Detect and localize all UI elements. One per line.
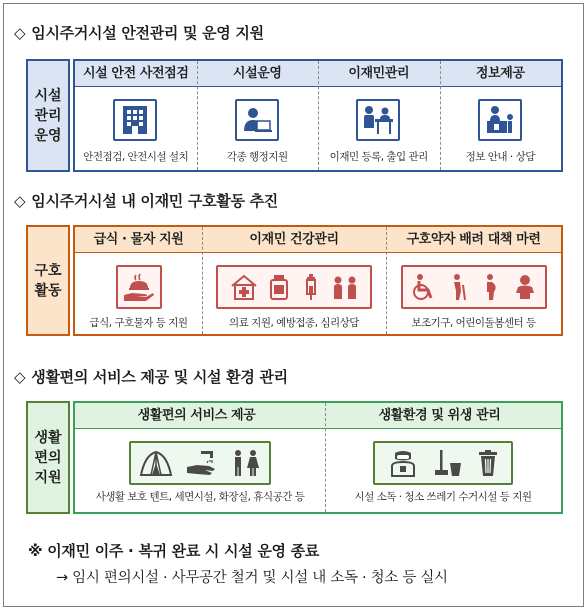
section-2-title: ◇ 임시주거시설 내 이재민 구호활동 추진 bbox=[14, 192, 278, 210]
building-icon bbox=[113, 99, 157, 141]
tent-icon bbox=[139, 449, 173, 477]
syringe-icon bbox=[300, 273, 322, 301]
column-health-care bbox=[202, 255, 386, 334]
column-caption: 사생활 보호 텐트, 세면시설, 화장실, 휴식공간 등 bbox=[95, 491, 305, 503]
section-1-title: ◇ 임시주거시설 안전관리 및 운영 지원 bbox=[14, 24, 264, 42]
section-1-panel bbox=[73, 59, 563, 172]
column-caption: 의료 지원, 예방접종, 심리상담 bbox=[229, 317, 359, 329]
section-3-title: ◇ 생활편의 서비스 제공 및 시설 환경 관리 bbox=[14, 368, 288, 386]
baby-icon bbox=[512, 273, 538, 301]
column-header: 시설운영 bbox=[232, 66, 282, 81]
column-header: 생활환경 및 위생 관리 bbox=[378, 408, 501, 423]
column-meal-supply bbox=[75, 255, 202, 334]
column-header: 급식 · 물자 지원 bbox=[93, 232, 184, 247]
medicine-bottle-icon bbox=[267, 273, 291, 301]
column-caption: 각종 행정지원 bbox=[226, 151, 288, 163]
section-2-header-row bbox=[75, 227, 561, 253]
vulnerable-icons-group bbox=[401, 265, 547, 309]
column-caption: 안전점검, 안전시설 설치 bbox=[83, 151, 189, 163]
wheelchair-icon bbox=[411, 273, 437, 301]
column-convenience-service bbox=[75, 431, 325, 512]
column-caption: 시설 소독 · 청소 쓰레기 수거시설 등 지원 bbox=[354, 491, 532, 503]
column-information bbox=[440, 89, 562, 170]
trash-bin-icon bbox=[476, 449, 500, 477]
washing-hands-icon bbox=[185, 449, 219, 477]
section-marker: ◇ bbox=[14, 368, 26, 386]
elderly-icon bbox=[448, 273, 470, 301]
column-header: 이재민 건강관리 bbox=[249, 232, 339, 247]
column-header: 생활편의 서비스 제공 bbox=[137, 408, 256, 423]
section-3-label: 생활 편의 지원 bbox=[26, 401, 70, 514]
convenience-icons-group bbox=[129, 441, 271, 485]
column-vulnerable-care bbox=[386, 255, 561, 334]
hospital-icon bbox=[230, 273, 258, 301]
column-safety-check bbox=[75, 89, 197, 170]
section-3-header-row bbox=[75, 403, 561, 429]
restroom-icon bbox=[231, 449, 261, 477]
column-victim-management bbox=[318, 89, 440, 170]
column-hygiene-management bbox=[325, 431, 561, 512]
column-caption: 급식, 구호물자 등 지원 bbox=[89, 317, 188, 329]
counseling-icon bbox=[331, 273, 359, 301]
meal-serving-icon bbox=[116, 265, 162, 309]
pregnant-woman-icon bbox=[481, 273, 501, 301]
section-marker: ◇ bbox=[14, 192, 26, 210]
section-marker: ◇ bbox=[14, 24, 26, 42]
cleaning-mop-icon bbox=[433, 449, 463, 477]
section-3-panel bbox=[73, 401, 563, 514]
registration-desk-icon bbox=[356, 99, 400, 141]
column-header: 시설 안전 사전점검 bbox=[82, 66, 189, 81]
information-desk-icon bbox=[478, 99, 522, 141]
column-header: 정보제공 bbox=[475, 66, 525, 81]
column-header: 구호약자 배려 대책 마련 bbox=[406, 232, 541, 247]
section-2-panel bbox=[73, 225, 563, 336]
column-caption: 정보 안내 · 상담 bbox=[465, 151, 535, 163]
section-1-label: 시설 관리 운영 bbox=[26, 59, 70, 172]
disinfection-worker-icon bbox=[386, 449, 420, 477]
column-caption: 보조기구, 어린이돌봄센터 등 bbox=[411, 317, 536, 329]
section-2-label: 구호 활동 bbox=[26, 225, 70, 336]
column-header: 이재민관리 bbox=[348, 66, 410, 81]
closing-note: ※ 이재민 이주 · 복귀 완료 시 시설 운영 종료 bbox=[28, 542, 320, 560]
closing-note-detail: → 임시 편의시설 · 사무공간 철거 및 시설 내 소독 · 청소 등 실시 bbox=[56, 570, 448, 586]
admin-worker-icon bbox=[235, 99, 279, 141]
hygiene-icons-group bbox=[373, 441, 513, 485]
column-caption: 이재민 등록, 출입 관리 bbox=[329, 151, 428, 163]
health-icons-group bbox=[216, 265, 372, 309]
column-operation bbox=[197, 89, 319, 170]
